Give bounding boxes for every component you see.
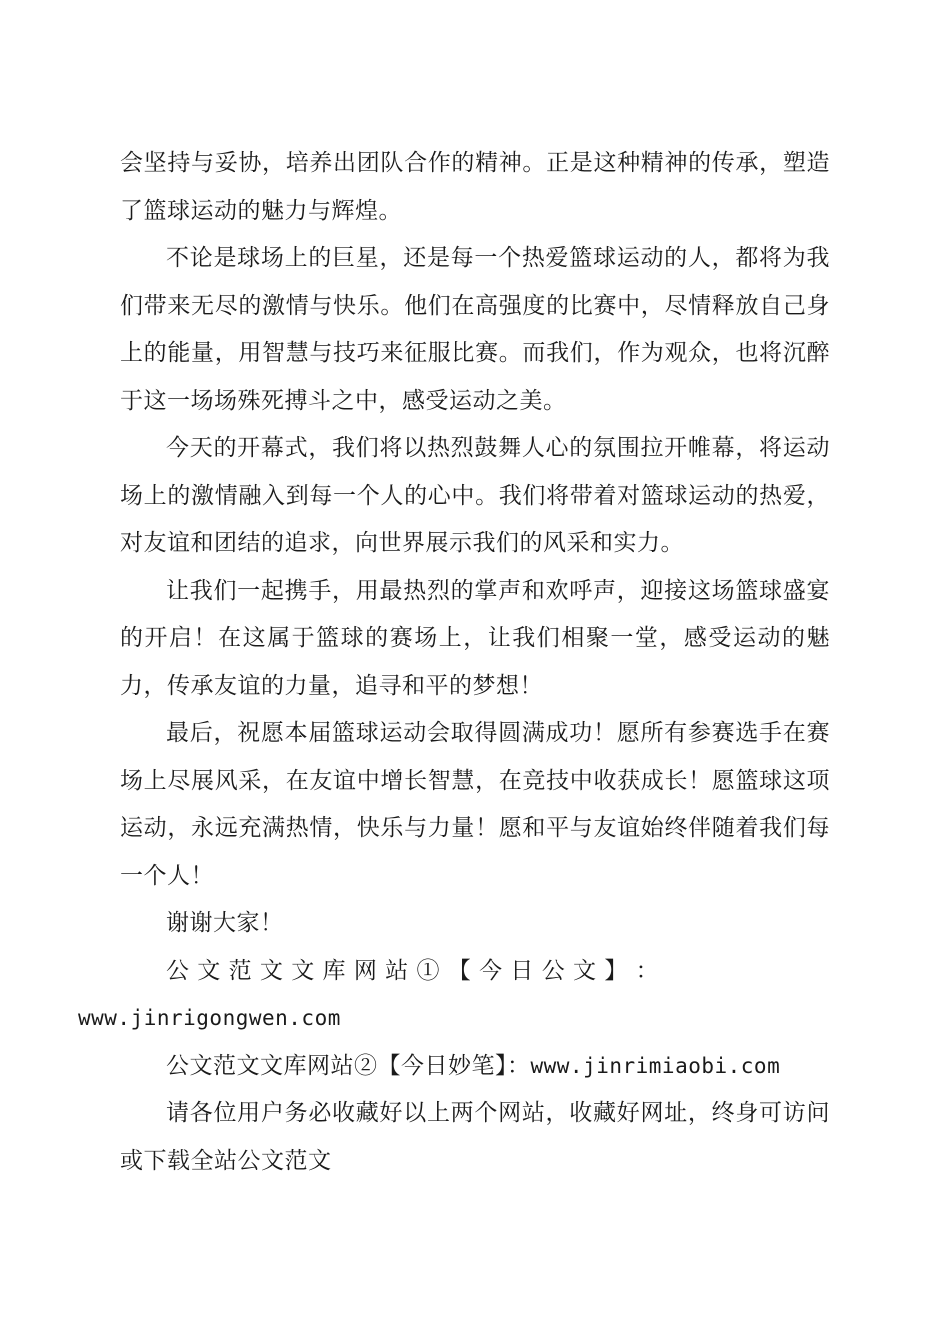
document-body <box>78 140 830 1185</box>
paragraph-best-wishes: 最后，祝愿本届篮球运动会取得圆满成功！愿所有参赛选手在赛场上尽展风采，在友谊中增长智慧，在竞技中收获成长！愿篮球这项运动，永远充满热情，快乐与力量！愿和平与友谊始终伴随着我们每一个人！ <box>120 720 830 889</box>
site-one-line <box>78 948 830 1043</box>
paragraph-stars: 不论是球场上的巨星，还是每一个热爱篮球运动的人，都将为我们带来无尽的激情与快乐。他们在高强度的比赛中，尽情释放自己身上的能量，用智慧与技巧来征服比赛。而我们，作为观众，也将沉醉于这一场场殊死搏斗之中，感受运动之美。 <box>120 245 830 414</box>
site-one-label: 公 文 范 文 文 库 网 站 ① 【 今 日 公 文 】 ： <box>166 957 660 984</box>
paragraph-opening-ceremony: 今天的开幕式，我们将以热烈鼓舞人心的氛围拉开帷幕，将运动场上的激情融入到每一个人的心中。我们将带着对篮球运动的热爱，对友谊和团结的追求，向世界展示我们的风采和实力。 <box>120 435 830 556</box>
site-two-url: www.jinrimiaobi.com <box>530 1053 781 1078</box>
paragraph-thanks: 谢谢大家！ <box>166 910 284 936</box>
paragraph-join-hands: 让我们一起携手，用最热烈的掌声和欢呼声，迎接这场篮球盛宴的开启！在这属于篮球的赛场上，让我们相聚一堂，感受运动的魅力，传承友谊的力量，追寻和平的梦想！ <box>120 577 830 699</box>
closing-note: 请各位用户务必收藏好以上两个网站，收藏好网址，终身可访问或下载全站公文范文 <box>120 1100 830 1174</box>
paragraph-teamwork: 会坚持与妥协，培养出团队合作的精神。正是这种精神的传承，塑造了篮球运动的魅力与辉煌。 <box>120 150 830 224</box>
site-two-line <box>120 1043 830 1091</box>
site-two-label: 公文范文文库网站②【今日妙笔】： <box>166 1052 531 1079</box>
site-one-url: www.jinrigongwen.com <box>78 1006 341 1030</box>
